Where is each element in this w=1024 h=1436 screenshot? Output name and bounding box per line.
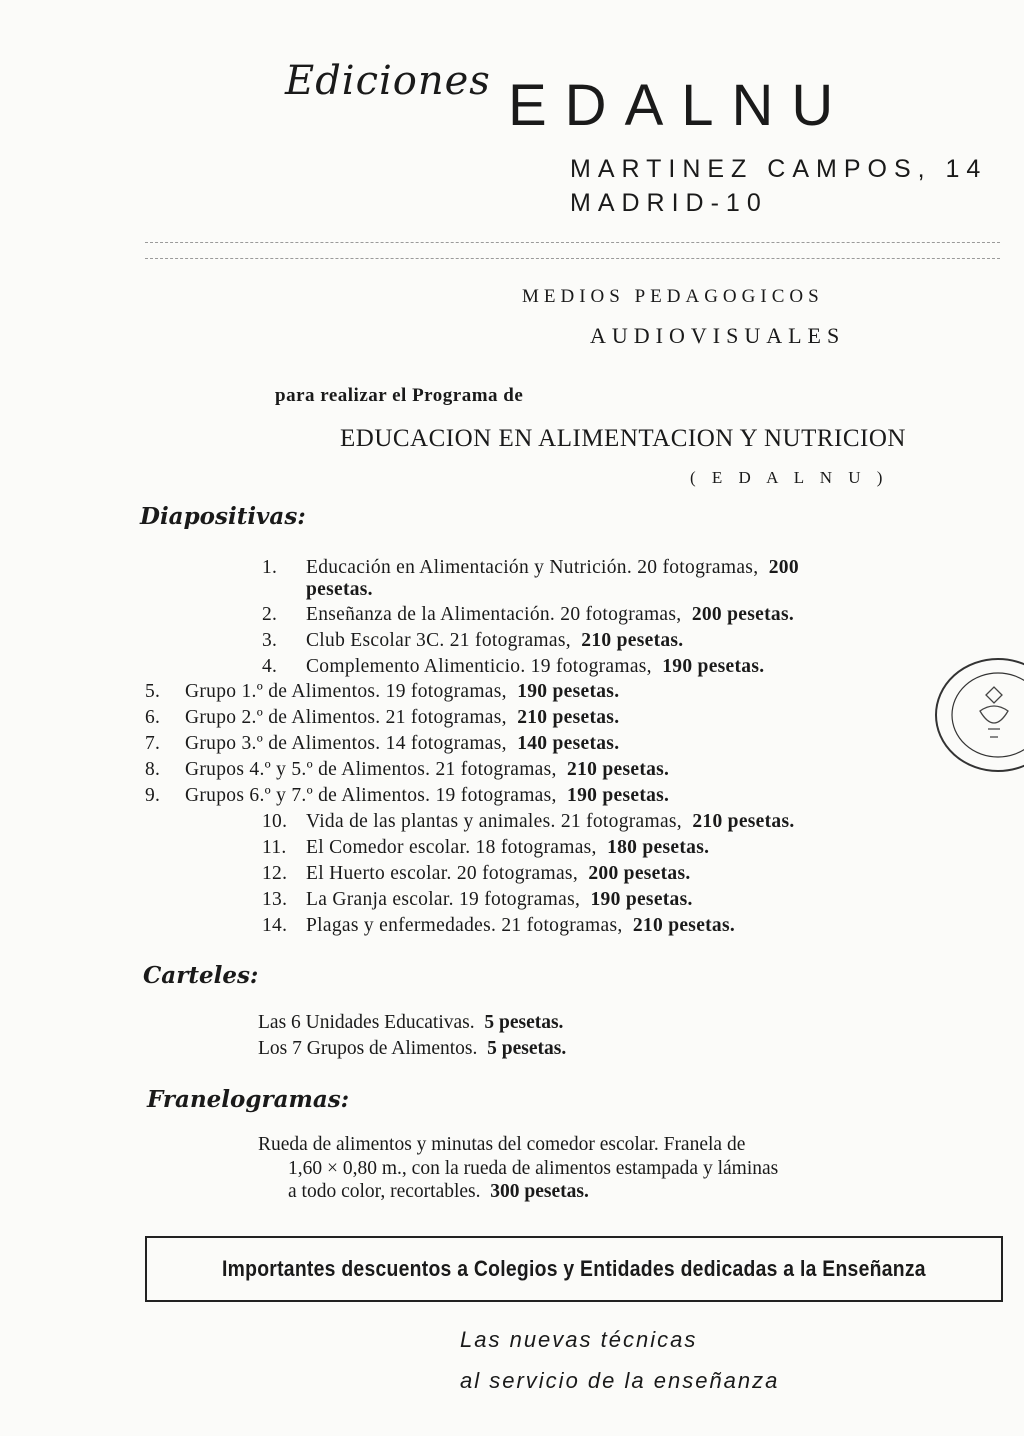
heading-diapositivas: Diapositivas: xyxy=(140,503,306,530)
item-price-unit: pesetas. xyxy=(306,579,373,600)
item-number: 9. xyxy=(145,785,161,806)
diapositiva-item xyxy=(262,837,709,859)
item-price: 210 pesetas. xyxy=(692,811,795,832)
diapositiva-item xyxy=(262,604,794,626)
cartel-item xyxy=(258,1038,566,1060)
item-text: Grupos 4.º y 5.º de Alimentos. 21 fotogramas, xyxy=(185,759,557,780)
item-text: Grupo 2.º de Alimentos. 21 fotogramas, xyxy=(185,707,507,728)
cartel-price: 5 pesetas. xyxy=(487,1038,567,1059)
diapositiva-item xyxy=(262,889,693,911)
franelograma-line-3 xyxy=(288,1181,589,1203)
brand-name: EDALNU xyxy=(508,73,852,138)
item-text: Grupo 3.º de Alimentos. 14 fotogramas, xyxy=(185,733,507,754)
item-text: El Comedor escolar. 18 fotogramas, xyxy=(306,837,597,858)
item-price: 190 pesetas. xyxy=(567,785,670,806)
slogan-line-2: al servicio de la enseñanza xyxy=(460,1368,780,1393)
item-number: 13. xyxy=(262,889,288,910)
cartel-price: 5 pesetas. xyxy=(484,1012,564,1033)
program-acronym: ( E D A L N U ) xyxy=(690,468,889,487)
item-number: 2. xyxy=(262,604,278,625)
item-text: Club Escolar 3C. 21 fotogramas, xyxy=(306,630,571,651)
heading-franelogramas: Franelogramas: xyxy=(147,1086,350,1113)
divider xyxy=(145,242,1000,243)
discount-notice: Importantes descuentos a Colegios y Entidades dedicadas a la Enseñanza xyxy=(222,1256,926,1281)
cartel-text: Los 7 Grupos de Alimentos. xyxy=(258,1038,478,1059)
program-title: EDUCACION EN ALIMENTACION Y NUTRICION xyxy=(340,425,906,452)
item-text: Grupos 6.º y 7.º de Alimentos. 19 fotogramas, xyxy=(185,785,557,806)
item-price: 200 xyxy=(768,557,799,578)
cartel-text: Las 6 Unidades Educativas. xyxy=(258,1012,475,1033)
address-line-1: MARTINEZ CAMPOS, 14 xyxy=(570,155,988,183)
item-number: 5. xyxy=(145,681,161,702)
diapositiva-item xyxy=(262,656,764,678)
address-line-2: MADRID-10 xyxy=(570,189,768,217)
item-number: 7. xyxy=(145,733,161,754)
item-text: La Granja escolar. 19 fotogramas, xyxy=(306,889,581,910)
item-price: 210 pesetas. xyxy=(632,915,736,936)
item-number: 10. xyxy=(262,811,288,832)
diapositiva-item xyxy=(262,863,691,885)
medios-line-1: MEDIOS PEDAGOGICOS xyxy=(522,286,824,307)
diapositiva-item xyxy=(262,811,795,833)
item-price: 210 pesetas. xyxy=(517,707,620,728)
heading-carteles: Carteles: xyxy=(143,962,259,989)
brand-script: Ediciones xyxy=(285,58,491,104)
slogan-line-1: Las nuevas técnicas xyxy=(460,1327,698,1352)
item-text: Educación en Alimentación y Nutrición. 20 fotogramas, xyxy=(306,557,759,578)
item-price: 190 pesetas. xyxy=(517,681,620,702)
diapositiva-item xyxy=(145,785,669,807)
item-text: Plagas y enfermedades. 21 fotogramas, xyxy=(306,915,623,936)
franelograma-line-2: 1,60 × 0,80 m., con la rueda de alimentos estampada y láminas xyxy=(288,1158,779,1179)
diapositiva-item xyxy=(262,630,683,652)
cartel-item xyxy=(258,1012,563,1034)
diapositiva-item xyxy=(145,759,669,781)
franelograma-price: 300 pesetas. xyxy=(490,1181,589,1202)
diapositiva-item xyxy=(262,557,799,579)
item-text: El Huerto escolar. 20 fotogramas, xyxy=(306,863,578,884)
franelograma-line-1: Rueda de alimentos y minutas del comedor escolar. Franela de xyxy=(258,1134,746,1155)
item-price: 180 pesetas. xyxy=(607,837,710,858)
item-price: 190 pesetas. xyxy=(590,889,693,910)
item-text: Grupo 1.º de Alimentos. 19 fotogramas, xyxy=(185,681,507,702)
item-price: 210 pesetas. xyxy=(567,759,670,780)
item-price: 210 pesetas. xyxy=(581,630,684,651)
item-number: 1. xyxy=(262,557,278,578)
library-seal-icon xyxy=(928,645,1024,775)
item-price-continued xyxy=(306,579,373,601)
item-number: 3. xyxy=(262,630,278,651)
item-number: 6. xyxy=(145,707,161,728)
item-price: 190 pesetas. xyxy=(662,656,765,677)
divider xyxy=(145,258,1000,259)
diapositiva-item xyxy=(145,707,619,729)
item-number: 12. xyxy=(262,863,288,884)
item-price: 200 pesetas. xyxy=(691,604,795,625)
diapositiva-item xyxy=(145,681,619,703)
franelograma-text: a todo color, recortables. xyxy=(288,1181,481,1202)
diapositiva-item xyxy=(262,915,735,937)
intro-para: para realizar el Programa de xyxy=(275,385,524,406)
item-number: 4. xyxy=(262,656,278,677)
item-number: 14. xyxy=(262,915,288,936)
item-text: Enseñanza de la Alimentación. 20 fotogramas, xyxy=(306,604,682,625)
item-price: 140 pesetas. xyxy=(517,733,620,754)
item-text: Vida de las plantas y animales. 21 fotogramas, xyxy=(306,811,682,832)
item-number: 11. xyxy=(262,837,287,858)
item-text: Complemento Alimenticio. 19 fotogramas, xyxy=(306,656,652,677)
medios-line-2: AUDIOVISUALES xyxy=(590,323,846,348)
discount-notice-box xyxy=(145,1236,1003,1302)
item-price: 200 pesetas. xyxy=(588,863,691,884)
item-number: 8. xyxy=(145,759,161,780)
diapositiva-item xyxy=(145,733,619,755)
